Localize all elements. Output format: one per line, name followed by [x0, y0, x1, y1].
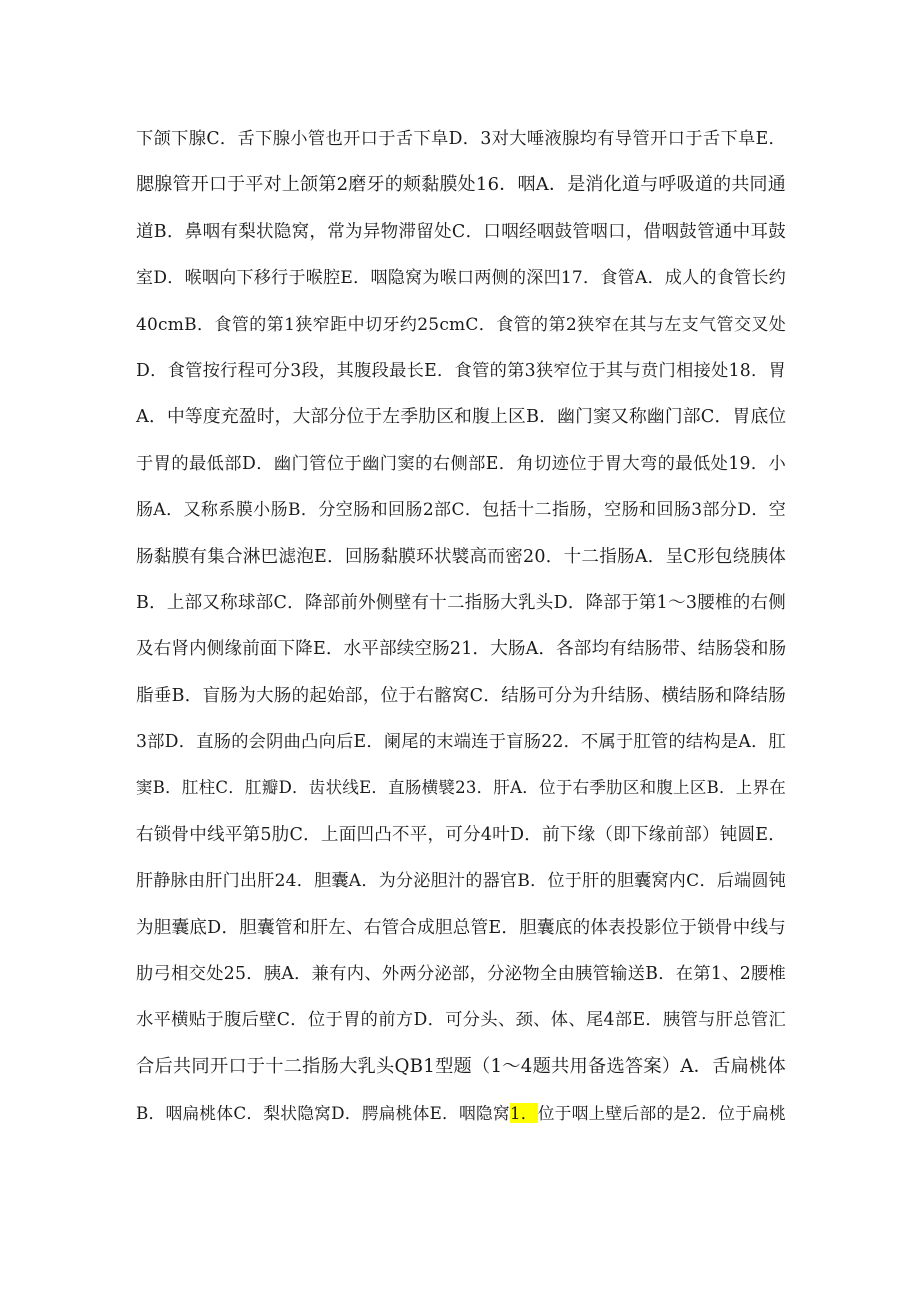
highlighted-text: 1． — [509, 1103, 538, 1124]
text-line: 腮腺管开口于平对上颌第2磨牙的颊黏膜处16．咽A．是消化道与呼吸道的共同通 — [136, 174, 786, 196]
text-line: B．上部又称球部C．降部前外侧壁有十二指肠大乳头D．降部于第1～3腰椎的右侧 — [136, 592, 786, 613]
text-line: 于胃的最低部D．幽门管位于幽门窦的右侧部E．角切迹位于胃大弯的最低处19．小 — [136, 453, 786, 474]
text-line-last — [136, 1090, 786, 1136]
text-line: 肠A．又称系膜小肠B．分空肠和回肠2部C．包括十二指肠，空肠和回肠3部分D．空 — [136, 500, 786, 521]
text-line: 下颌下腺C．舌下腺小管也开口于舌下阜D．3对大唾液腺均有导管开口于舌下阜E． — [136, 129, 786, 149]
text-segment: B．咽扁桃体C．梨状隐窝D．腭扁桃体E．咽隐窝 — [136, 1103, 510, 1124]
text-line: 为胆囊底D．胆囊管和肝左、右管合成胆总管E．胆囊底的体表投影位于锁骨中线与 — [136, 917, 786, 938]
text-line: 肠黏膜有集合淋巴滤泡E．回肠黏膜环状襞高而密20．十二指肠A．呈C形包绕胰体 — [136, 546, 786, 567]
text-line: 道B．鼻咽有梨状隐窝，常为异物滞留处C．口咽经咽鼓管咽口，借咽鼓管通中耳鼓 — [136, 221, 786, 242]
text-line: 肋弓相交处25．胰A．兼有内、外两分泌部，分泌物全由胰管输送B．在第1、2腰椎 — [136, 964, 786, 985]
text-line: 室D．喉咽向下移行于喉腔E．咽隐窝为喉口两侧的深凹17．食管A．成人的食管长约 — [136, 268, 786, 289]
text-line: 肝静脉由肝门出肝24．胆囊A．为分泌胆汁的器官B．位于肝的胆囊窝内C．后端圆钝 — [136, 871, 786, 892]
text-line: 合后共同开口于十二指肠大乳头QB1型题（1～4题共用备选答案）A．舌扁桃体 — [136, 1055, 786, 1077]
text-segment: 位于咽上壁后部的是2．位于扁桃 — [537, 1103, 786, 1124]
text-line: 右锁骨中线平第5肋C．上面凹凸不平，可分4叶D．前下缘（即下缘前部）钝圆E． — [136, 824, 786, 845]
text-line: 及右肾内侧缘前面下降E．水平部续空肠21．大肠A．各部均有结肠带、结肠袋和肠 — [136, 639, 787, 660]
text-line: D．食管按行程可分3段，其腹段最长E．食管的第3狭窄位于其与贲门相接处18．胃 — [136, 360, 786, 381]
document-body — [136, 116, 786, 1137]
text-line: 窦B．肛柱C．肛瓣D．齿状线E．直肠横襞23．肝A．位于右季肋区和腹上区B．上界在 — [136, 778, 786, 798]
text-line: 40cmB．食管的第1狭窄距中切牙约25cmC．食管的第2狭窄在其与左支气管交叉处 — [136, 314, 786, 335]
text-line: A．中等度充盈时，大部分位于左季肋区和腹上区B．幽门窦又称幽门部C．胃底位 — [136, 407, 787, 428]
text-line: 3部D．直肠的会阴曲凸向后E．阑尾的末端连于盲肠22．不属于肛管的结构是A．肛 — [136, 732, 786, 753]
text-line: 脂垂B．盲肠为大肠的起始部，位于右髂窝C．结肠可分为升结肠、横结肠和降结肠 — [136, 685, 786, 706]
text-line: 水平横贴于腹后壁C．位于胃的前方D．可分头、颈、体、尾4部E．胰管与肝总管汇 — [136, 1010, 786, 1031]
